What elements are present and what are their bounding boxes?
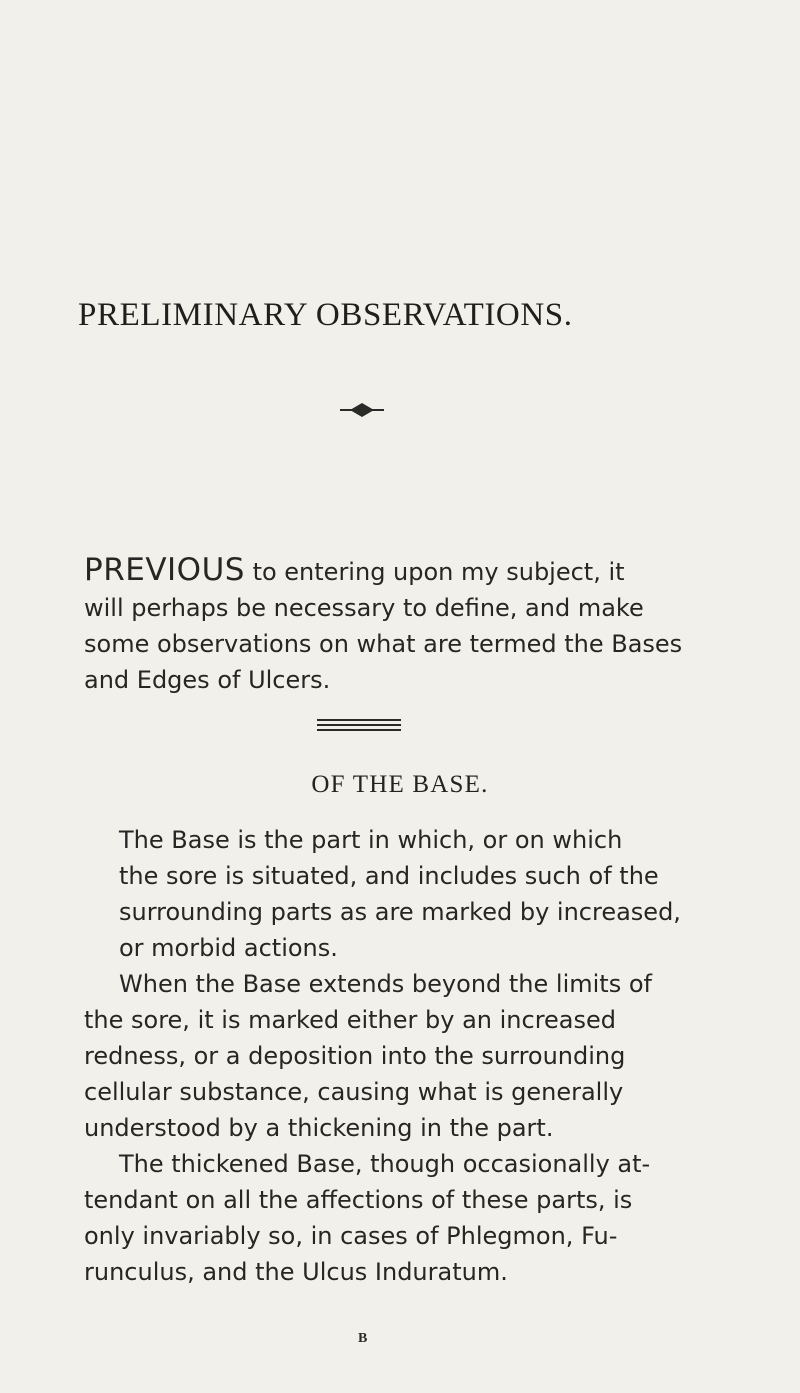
divider-rule — [317, 724, 401, 726]
paragraph-base-definition: The Base is the part in which, or on which the sore is situated, and includes such of the surrounding parts as are marked by increased, or morbid actions. — [119, 826, 681, 962]
divider-rule — [317, 719, 401, 721]
intro-text: to entering upon my subject, it will perhaps be necessary to define, and make some observations on what are termed the Bases and Edges of Ulcers. — [84, 558, 683, 694]
paragraph-base-extension: When the Base extends beyond the limits of the sore, it is marked either by an increased redness, or a deposition into the surrounding cellular substance, causing what is generally understood by a thickening in the part. — [84, 970, 652, 1142]
page-title: PRELIMINARY OBSERVATIONS. — [78, 297, 573, 333]
dropcap-word: PREVIOUS — [84, 552, 245, 588]
paragraph-thickened-base: The thickened Base, though occasionally at- tendant on all the affections of these parts, is only invariably so, in cases of Phlegmon, Fu- runculus, and the Ulcus Induratum. — [84, 1150, 651, 1286]
section-heading: OF THE BASE. — [311, 771, 489, 798]
divider-rule — [317, 729, 401, 731]
signature-mark: B — [358, 1331, 368, 1346]
intro-paragraph — [84, 516, 704, 698]
ornament-icon — [340, 401, 384, 419]
